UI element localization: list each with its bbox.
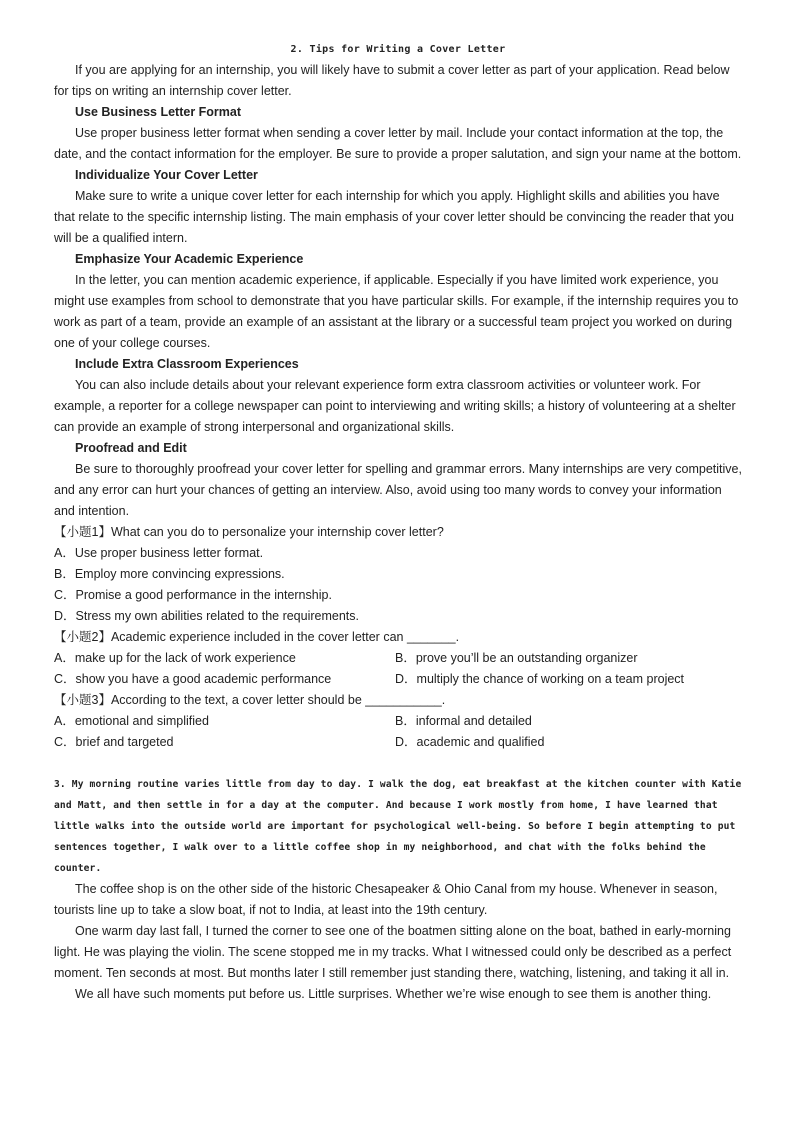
question-3-option-b: B．informal and detailed — [395, 714, 532, 728]
passage-3-paragraph: One warm day last fall, I turned the corner to see one of the boatmen sitting alone on the boat, bathed in early-morning light. He was playing the violin. The scene stopped me in my tracks. What I witnessed could only be described as a perfect moment. Ten seconds at most. But months later I still remember just standing there, watching, listening, and taking it all in. — [54, 924, 732, 980]
section-heading: Emphasize Your Academic Experience — [75, 252, 304, 266]
question-2-option-c: C．show you have a good academic performance — [54, 672, 332, 686]
question-2-option-a: A．make up for the lack of work experience — [54, 651, 296, 665]
question-2-stem: 【小题2】Academic experience included in the cover letter can _______. — [54, 630, 460, 644]
question-1-stem: 【小题1】What can you do to personalize your internship cover letter? — [54, 525, 444, 539]
question-2-option-d: D．multiply the chance of working on a team project — [395, 672, 685, 686]
section-body: Be sure to thoroughly proofread your cover letter for spelling and grammar errors. Many internships are very competitive, and any error can hurt your chances of getting an interview. Also, avoid using too many words to convey your information and intention. — [54, 462, 742, 518]
question-2-options-row-1 — [54, 648, 742, 669]
question-3-option-a: A．emotional and simplified — [54, 714, 209, 728]
question-1-option-b: B．Employ more convincing expressions. — [54, 567, 285, 581]
question-1-option-d: D．Stress my own abilities related to the requirements. — [54, 609, 359, 623]
question-2-options-row-2 — [54, 669, 742, 690]
spacer — [54, 753, 742, 774]
passage-2-intro: If you are applying for an internship, you will likely have to submit a cover letter as part of your application. Read below for tips on writing an internship cover letter. — [54, 63, 730, 98]
section-heading: Individualize Your Cover Letter — [75, 168, 258, 182]
section-heading: Use Business Letter Format — [75, 105, 242, 119]
section-body: You can also include details about your relevant experience form extra classroom activities or volunteer work. For example, a reporter for a college newspaper can point to interviewing and writing skills; a history of volunteering at a shelter can provide an example of strong interpersonal and organizational skills. — [54, 378, 736, 434]
passage-2-title: 2. Tips for Writing a Cover Letter — [290, 44, 506, 55]
question-1-option-a: A．Use proper business letter format. — [54, 546, 264, 560]
section-body: Make sure to write a unique cover letter for each internship for which you apply. Highlight skills and abilities you have that relate to the specific internship listing. The main emphasis of your cover letter should be convincing the reader that you will be a qualified intern. — [54, 189, 735, 245]
passage-3-paragraph: We all have such moments put before us. Little surprises. Whether we’re wise enough to see them is another thing. — [75, 987, 712, 1001]
passage-3-paragraph: The coffee shop is on the other side of the historic Chesapeaker & Ohio Canal from my house. Whenever in season, tourists line up to take a slow boat, if not to India, at least into the 19th century. — [54, 882, 718, 917]
section-body: In the letter, you can mention academic experience, if applicable. Especially if you have limited work experience, you might use examples from school to demonstrate that you have particular skills. For example, if the internship requires you to work as part of a team, provide an example of an assistant at the library or a successful team project you worked on during one of your college courses. — [54, 273, 739, 350]
question-3-options-row-1 — [54, 711, 742, 732]
section-heading: Proofread and Edit — [75, 441, 187, 455]
document-page — [54, 40, 742, 1005]
section-heading: Include Extra Classroom Experiences — [75, 357, 299, 371]
question-3-option-d: D．academic and qualified — [395, 735, 545, 749]
question-3-stem: 【小题3】According to the text, a cover letter should be ___________. — [54, 693, 446, 707]
question-1-option-c: C．Promise a good performance in the internship. — [54, 588, 332, 602]
section-body: Use proper business letter format when sending a cover letter by mail. Include your contact information at the top, the date, and the contact information for the employer. Be sure to provide a proper salutation, and sign your name at the bottom. — [54, 126, 742, 161]
question-2-option-b: B．prove you’ll be an outstanding organizer — [395, 651, 638, 665]
question-3-option-c: C．brief and targeted — [54, 735, 174, 749]
question-3-options-row-2 — [54, 732, 742, 753]
passage-3-opening: 3. My morning routine varies little from day to day. I walk the dog, eat breakfast at the kitchen counter with Katie and Matt, and then settle in for a day at the computer. And because I work mostly from home, I have learned that little walks into the outside world are important for psychological well-being. So before I begin attempting to put sentences together, I walk over to a little coffee shop in my neighborhood, and chat with the folks behind the counter. — [54, 779, 742, 874]
